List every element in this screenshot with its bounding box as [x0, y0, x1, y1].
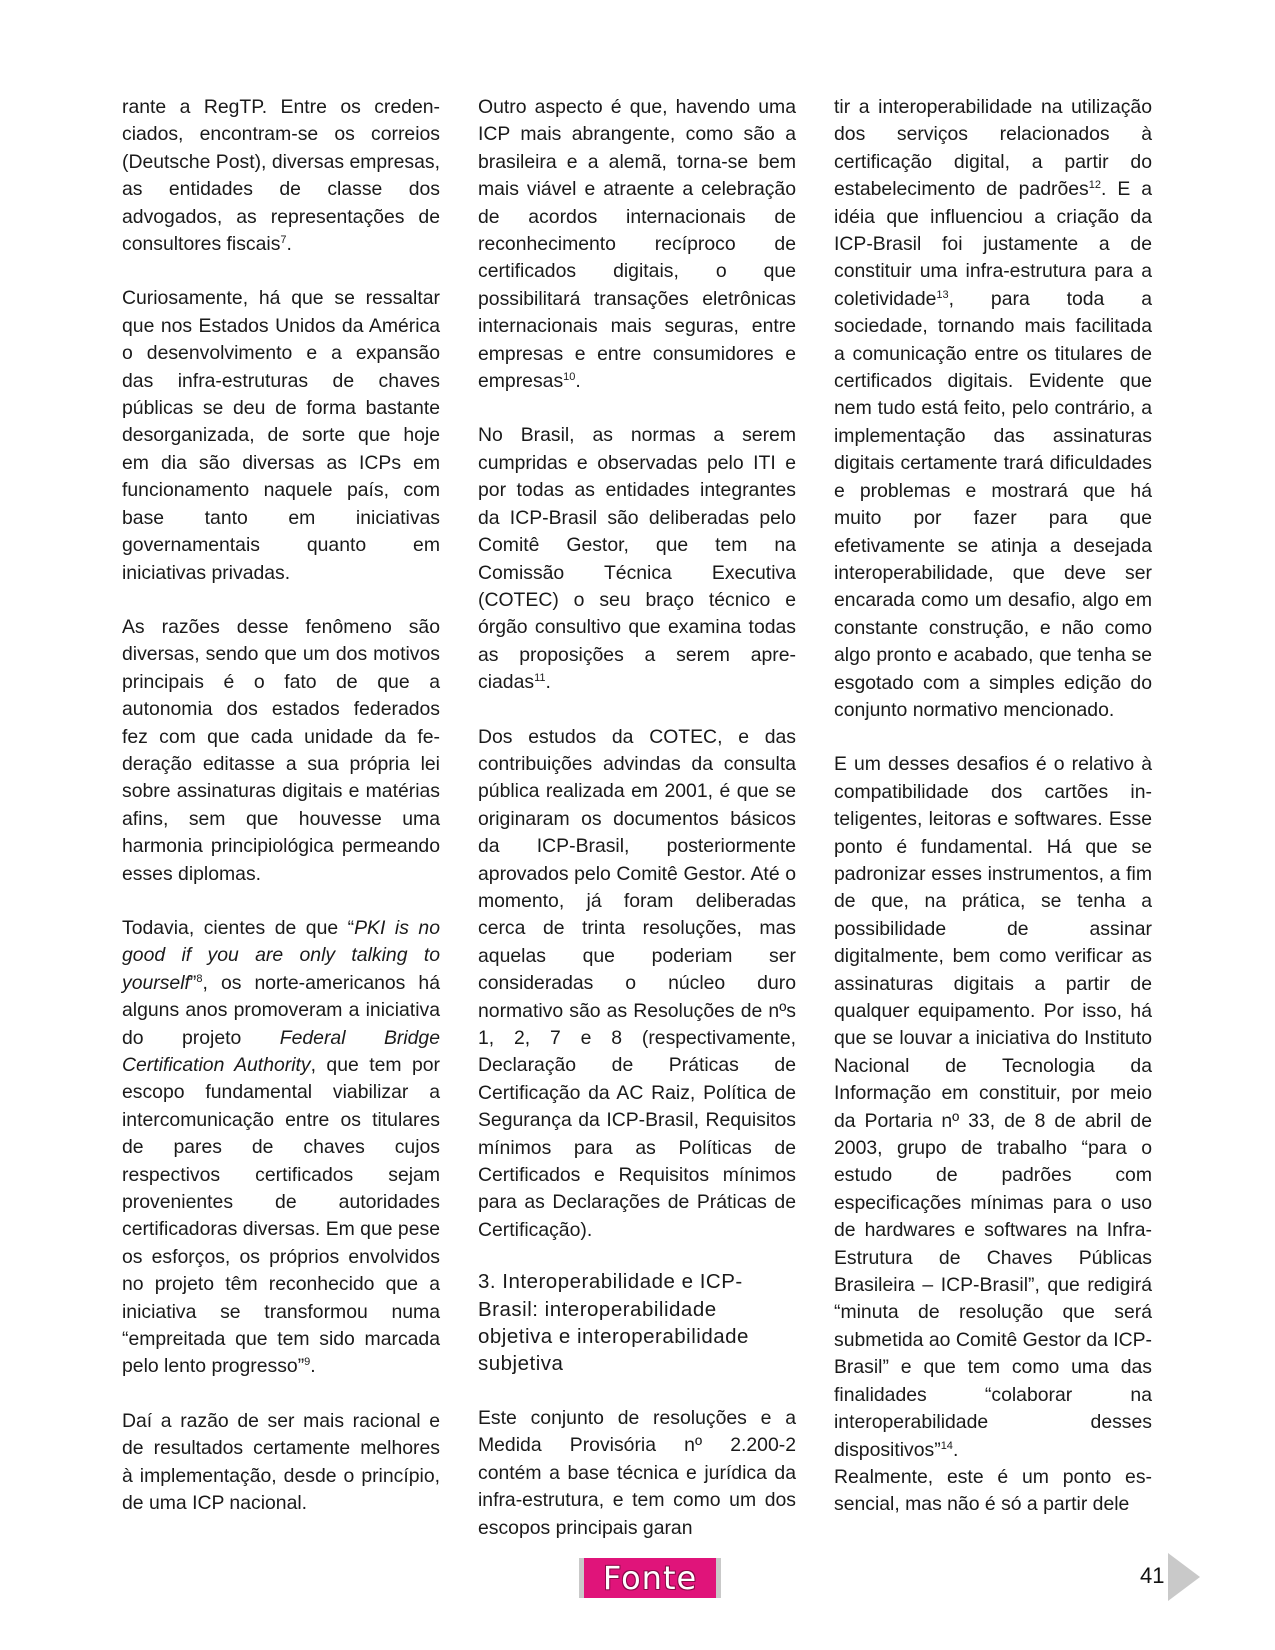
paragraph-text: rante a RegTP. Entre os credenciados, encontram-se os correios (Deutsche Post), diversas empresas, as entidades de classe dos advogados, as representações de consultores fiscais — [122, 96, 440, 256]
paragraph-text: No Brasil, as normas a serem cumpridas e observadas pelo ITI e por todas as entidades integrantes da ICP-Brasil são deliberadas pelo Comitê Gestor, que tem na Comissão Técnica Executiva (COTEC) o seu braço técnico e órgão consultivo que examina todas as proposições a serem apreciadas — [478, 424, 796, 694]
footnote-ref: 13 — [936, 288, 949, 301]
paragraph-text: As razões desse fenômeno são diversas, sendo que um dos motivos principais é o fato de que a autonomia dos estados federados fez com que cada unidade da federação editasse a sua própria lei sobre assinaturas digitais e matérias afins, sem que houvesse uma harmonia principiológica permeando esses diplomas. — [122, 615, 440, 885]
paragraph-text: . — [575, 370, 581, 393]
paragraph — [478, 94, 796, 395]
page-number: 41 — [1140, 1563, 1165, 1588]
paragraph-text: Realmente, este é um ponto essencial, mas não é só a partir dele — [834, 1465, 1152, 1516]
footnote-ref: 12 — [1088, 179, 1101, 192]
paragraph-text: Curiosamente, há que se ressaltar que nos Estados Unidos da América o desenvolvimento e a expansão das infra-estruturas de chaves públicas se deu de forma bastante desorganizada, de sorte que hoje em dia são diversas as ICPs em funcionamento naquele país, com base tanto em iniciativas governamentais quanto em iniciativas privadas. — [122, 287, 440, 584]
paragraph-text: Dos estudos da COTEC, e das contribuições advindas da consulta pública realizada em 2001, é que se originaram os documentos básicos da ICP-Brasil, posteriormente aprovados pelo Comitê Gestor. Até o momento, já foram deliberadas cerca de trinta resoluções, mas aquelas que poderiam ser consideradas o núcleo duro normativo são as Resoluções de nºs 1, 2, 7 e 8 (respectivamente, Declaração de Práticas de Certificação da AC Raiz, Política de Segurança da ICP-Brasil, Requisitos mínimos para as Políticas de Certificados e Requisitos mínimos para as Declarações de Práticas de Certificação). — [478, 725, 796, 1241]
paragraph-text: Todavia, cientes de que “ — [122, 916, 355, 939]
paragraph-text: tir a interoperabilidade na utilização dos serviços relacionados à certificação digital, a partir do estabelecimento de padrões — [834, 96, 1152, 201]
text-column-1 — [122, 94, 440, 1518]
paragraph — [122, 94, 440, 258]
paragraph — [834, 751, 1152, 1464]
paragraph-text: , os norte-americanos há alguns anos promoveram a iniciativa do projeto — [122, 971, 440, 1049]
paragraph — [834, 94, 1152, 724]
paragraph-text: . — [952, 1438, 959, 1461]
italic-quote: PKI is no good if you are only talking to yourself — [122, 916, 440, 994]
paragraph-text: Este conjunto de resoluções e a Medida Provisória nº 2.200-2 contém a base técnica e jurídica da infra-estrutura, e tem como um dos escopos principais garan — [478, 1406, 796, 1539]
paragraph-text: Daí a razão de ser mais racional e de resultados certamente melhores à implementação, desde o princípio, de uma ICP nacional. — [122, 1409, 440, 1515]
paragraph-text: . — [545, 671, 551, 694]
paragraph — [122, 614, 440, 888]
paragraph — [122, 915, 440, 1381]
text-column-3 — [834, 94, 1152, 1519]
paragraph — [478, 1405, 796, 1542]
footnote-ref: 9 — [304, 1356, 311, 1369]
footnote-ref: 8 — [196, 972, 203, 985]
paragraph-text: Outro aspecto é que, havendo uma ICP mais abrangente, como são a brasileira e a alemã, torna-se bem mais viável e atraente a celebração de acordos internacionais de reconhecimento recíproco de certificados digitais, o que possibilitará transações eletrônicas internacionais mais seguras, entre empresas e entre consumidores e empresas — [478, 96, 796, 393]
footnote-ref: 7 — [280, 234, 287, 247]
paragraph — [122, 1408, 440, 1518]
footnote-ref: 10 — [563, 371, 576, 384]
paragraph-text: . — [310, 1355, 316, 1378]
text-column-2 — [478, 94, 796, 1542]
paragraph-text: , que tem por escopo fundamental viabilizar a intercomunicação entre os titulares de pares de chaves cujos respectivos certificados sejam provenientes de autoridades certificadoras diversas. Em que pese os esforços, os próprios envolvidos no projeto têm reconhecido que a iniciativa se transformou numa “empreitada que tem sido marcada pelo lento progresso” — [122, 1054, 440, 1378]
footnote-ref: 14 — [940, 1439, 953, 1452]
paragraph — [478, 422, 796, 696]
paragraph — [478, 724, 796, 1245]
footnote-ref: 11 — [534, 672, 546, 685]
italic-project-name: Federal Bridge Certification Authority — [122, 1026, 440, 1076]
paragraph-text: ” — [189, 971, 197, 994]
paragraph — [122, 285, 440, 586]
paragraph — [834, 1464, 1152, 1519]
arrow-right-icon — [1168, 1553, 1200, 1601]
fonte-logo: Fonte — [579, 1558, 721, 1598]
section-heading: 3. Interoperabilidade e ICP-Brasil: interoperabilidade objetiva e interoperabilidade subjetiva — [478, 1270, 749, 1376]
paragraph-text: E um desses desafios é o relativo à compatibilidade dos cartões inteligentes, leitoras e softwares. Esse ponto é fundamental. Há que se padronizar esses instrumentos, a fim de que, na prática, se tenha a possibilidade de assinar digitalmente, bem como verificar as assinaturas digitais a partir de qualquer equipamento. Por isso, há que se louvar a iniciativa do Instituto Nacional de Tecnologia da Informação em constituir, por meio da Portaria nº 33, de 8 de abril de 2003, grupo de trabalho “para o estudo de padrões com especificações mínimas para o uso de hardwares e softwares na Infra-Estrutura de Chaves Públicas Brasileira – ICP-Brasil”, que redigirá “minuta de resolução que será submetida ao Comitê Gestor da ICP-Brasil” e que tem como uma das finalidades “colaborar na interoperabilidade desses dispositivos” — [834, 753, 1152, 1461]
paragraph-text: . E a idéia que influenciou a criação da ICP-Brasil foi justamente a de constituir uma infra-estrutura para a coletividade — [834, 178, 1152, 310]
paragraph-text: , para toda a sociedade, tornando mais facilitada a comunicação entre os titulares de certificados digitais. Evidente que nem tudo está feito, pelo contrário, a implementação das assinaturas digitais certamente trará dificuldades e problemas e mostrará que há muito por fazer para que efetivamente se atinja a desejada interoperabilidade, que deve ser encarada como um desafio, algo em constante construção, e não como algo pronto e acabado, que tenha se esgotado com a simples edição do conjunto normativo mencionado. — [834, 287, 1152, 721]
paragraph-text: . — [286, 233, 292, 256]
